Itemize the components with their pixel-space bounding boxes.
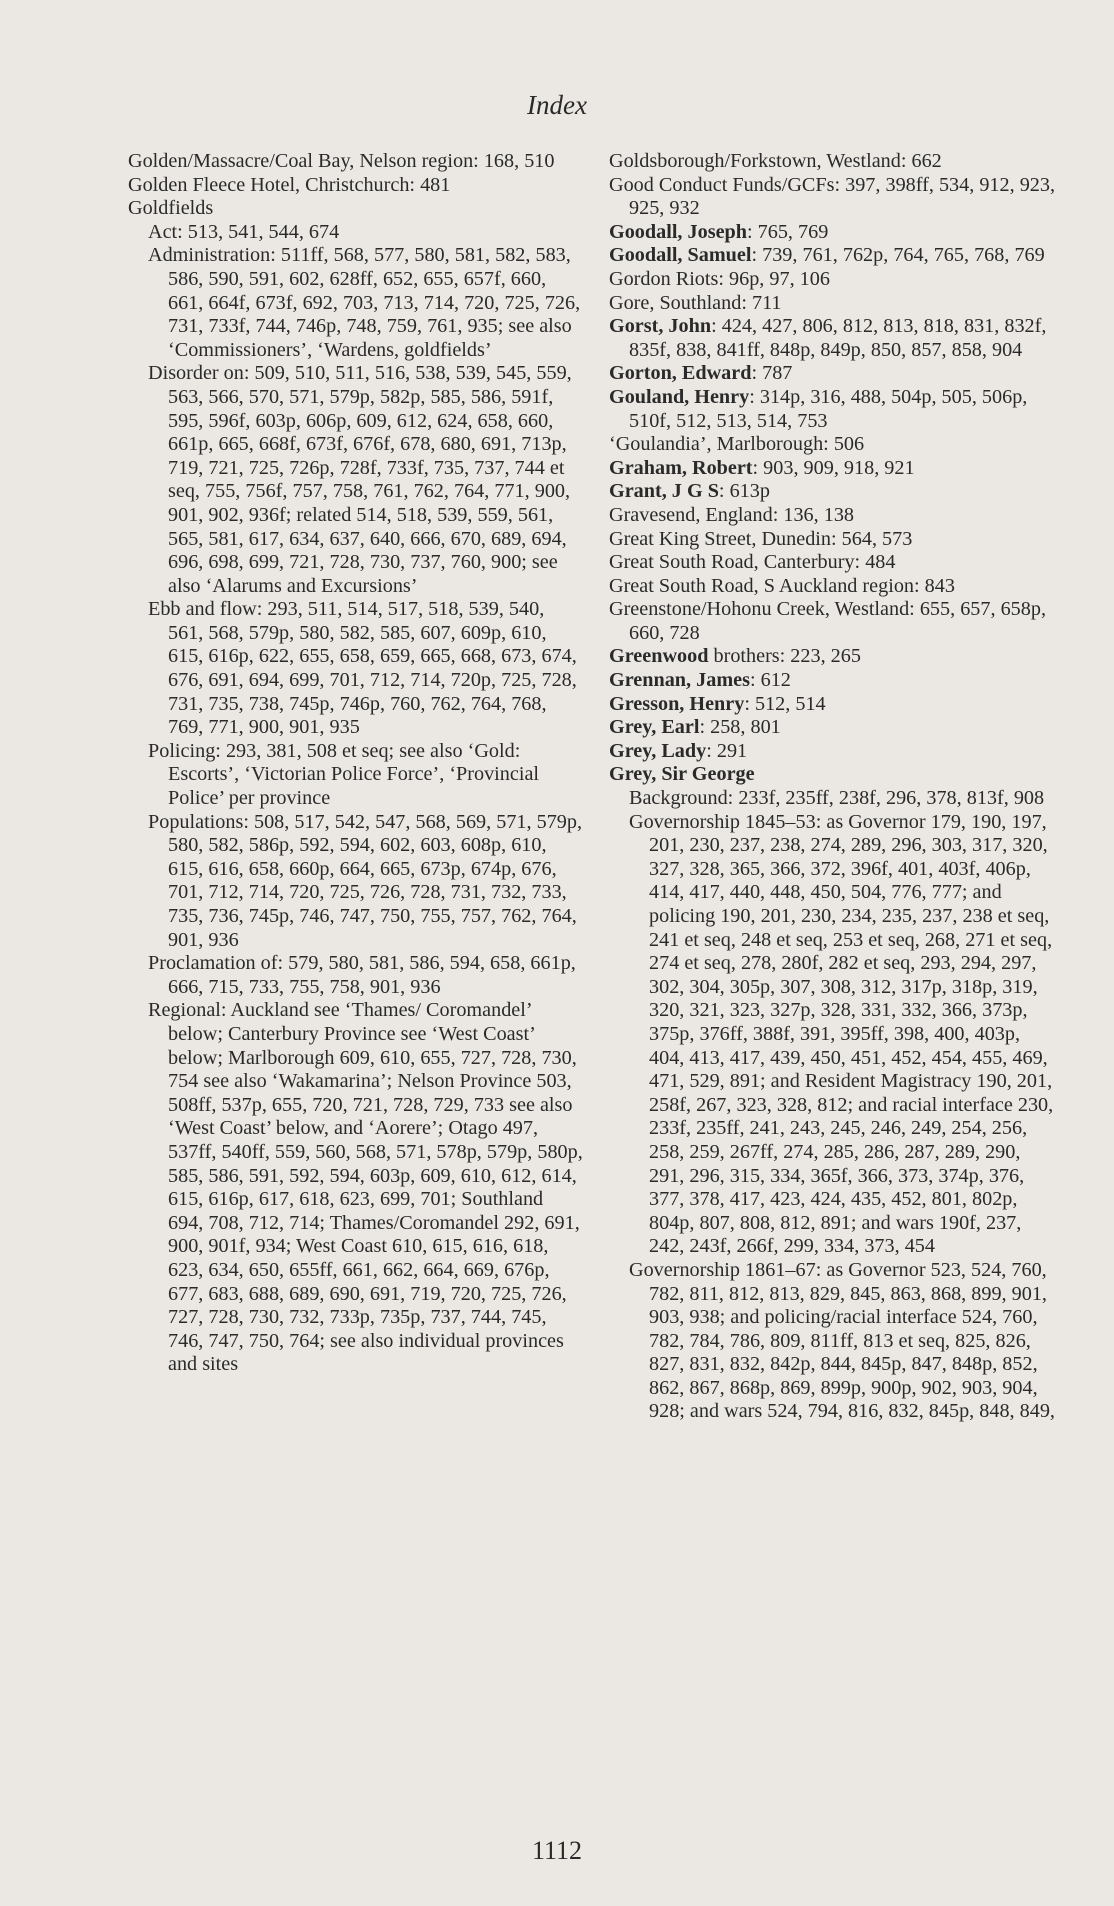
index-entry — [609, 268, 1059, 292]
index-subentry — [128, 221, 583, 245]
index-entry-text: Populations: 508, 517, 542, 547, 568, 569, 571, 579p, 580, 582, 586p, 592, 594, 602, 603, 608p, 610, 615, 616, 658, 660p, 664, 665, 673p, 674p, 676, 701, 712, 714, 720, 725, 726, 728, 731, 732, 733, 735, 736, 745p, 746, 747, 750, 755, 757, 762, 764, 901, 936 — [148, 810, 583, 951]
index-entry-text: Gravesend, England: 136, 138 — [609, 503, 855, 526]
index-entry-text: : 739, 761, 762p, 764, 765, 768, 769 — [751, 244, 1045, 267]
index-entry-text: : 314p, 316, 488, 504p, 505, 506p, 510f, 512, 513, 514, 753 — [629, 385, 1028, 432]
index-entry — [609, 528, 1059, 552]
index-entry-heading: Goodall, Samuel — [609, 244, 752, 267]
index-entry-text: Background: 233f, 235ff, 238f, 296, 378, 813f, 908 — [629, 787, 1045, 810]
index-entry — [609, 669, 1059, 693]
index-entry-text: Gore, Southland: 711 — [609, 291, 782, 314]
index-entry-text: Act: 513, 541, 544, 674 — [148, 220, 340, 243]
index-subentry — [128, 740, 583, 811]
index-entry — [609, 598, 1059, 645]
index-entry-heading: Gouland, Henry — [609, 385, 750, 408]
index-entry — [609, 575, 1059, 599]
index-entry-heading: Gorton, Edward — [609, 362, 752, 385]
index-entry-text: : 612 — [749, 669, 791, 692]
index-entry — [609, 551, 1059, 575]
index-entry — [609, 693, 1059, 717]
index-entry — [609, 386, 1059, 433]
index-entry — [609, 480, 1059, 504]
index-column-left — [128, 150, 583, 1377]
index-entry-text: Great South Road, Canterbury: 484 — [609, 551, 896, 574]
index-entry-text: Ebb and flow: 293, 511, 514, 517, 518, 539, 540, 561, 568, 579p, 580, 582, 585, 607, 609p, 610, 615, 616p, 622, 655, 658, 659, 665, 668, 673, 674, 676, 691, 694, 699, 701, 712, 714, 720p, 725, 728, 731, 735, 738, 745p, 746p, 760, 762, 764, 768, 769, 771, 900, 901, 935 — [148, 598, 577, 739]
index-column-right — [609, 150, 1059, 1424]
index-entry — [609, 244, 1059, 268]
index-entry — [128, 150, 583, 174]
index-entry-heading: Grey, Earl — [609, 716, 700, 739]
index-entry-text: Governorship 1861–67: as Governor 523, 524, 760, 782, 811, 812, 813, 829, 845, 863, 868, 899, 901, 903, 938; and policing/racial interface 524, 760, 782, 784, 786, 809, 811ff, 813 et seq, 825, 826, 827, 831, 832, 842p, 844, 845p, 847, 848p, 852, 862, 867, 868p, 869, 899p, 900p, 902, 903, 904, 928; and wars 524, 794, 816, 832, 845p, 848, 849, — [629, 1258, 1055, 1423]
index-entry-text: Proclamation of: 579, 580, 581, 586, 594, 658, 661p, 666, 715, 733, 755, 758, 901, 936 — [148, 952, 576, 998]
index-entry-text: Gordon Riots: 96p, 97, 106 — [609, 267, 830, 290]
index-entry — [609, 504, 1059, 528]
index-entry-heading: Grennan, James — [609, 669, 750, 692]
index-entry-text: : 765, 769 — [746, 220, 829, 243]
index-subentry — [128, 244, 583, 362]
index-entry — [609, 716, 1059, 740]
index-entry-heading: Grant, J G S — [609, 480, 719, 503]
index-entry-heading: Grey, Sir George — [609, 763, 755, 786]
index-entry-text: Great King Street, Dunedin: 564, 573 — [609, 527, 913, 550]
index-entry-text: Governorship 1845–53: as Governor 179, 190, 197, 201, 230, 237, 238, 274, 289, 296, 303, 317, 320, 327, 328, 365, 366, 372, 396f, 401, 403f, 406p, 414, 417, 440, 448, 450, 504, 776, 777; and policing 190, 201, 230, 234, 235, 237, 238 et seq, 241 et seq, 248 et seq, 253 et seq, 268, 271 et seq, 274 et seq, 278, 280f, 282 et seq, 293, 294, 297, 302, 304, 305p, 307, 308, 312, 317p, 318p, 319, 320, 321, 323, 327p, 328, 331, 332, 366, 373p, 375p, 376ff, 388f, 391, 395ff, 398, 400, 403p, 404, 413, 417, 439, 450, 451, 452, 454, 455, 469, 471, 529, 891; and Resident Magistracy 190, 201, 258f, 267, 323, 328, 812; and racial interface 230, 233f, 235ff, 241, 243, 245, 246, 249, 254, 256, 258, 259, 267ff, 274, 285, 286, 287, 289, 290, 291, 296, 315, 334, 365f, 366, 373, 374p, 376, 377, 378, 417, 423, 424, 435, 452, 801, 802p, 804p, 807, 808, 812, 891; and wars 190f, 237, 242, 243f, 266f, 299, 334, 373, 454 — [629, 810, 1054, 1258]
index-subentry — [128, 598, 583, 740]
index-entry-text: : 613p — [718, 480, 770, 503]
index-entry-text: brothers: 223, 265 — [708, 645, 861, 668]
page-header: Index — [527, 90, 587, 120]
index-entry-text: Greenstone/Hohonu Creek, Westland: 655, 657, 658p, 660, 728 — [609, 598, 1047, 644]
index-subentry — [128, 811, 583, 953]
index-entry — [609, 150, 1059, 174]
index-entry — [609, 433, 1059, 457]
index-entry-heading: Gorst, John — [609, 315, 712, 338]
index-entry-text: Golden Fleece Hotel, Christchurch: 481 — [128, 173, 451, 196]
index-entry-text: Goldsborough/Forkstown, Westland: 662 — [609, 150, 942, 172]
index-entry — [609, 645, 1059, 669]
index-entry — [609, 457, 1059, 481]
page-number: 1112 — [531, 1836, 583, 1865]
index-entry — [609, 362, 1059, 386]
index-entry — [609, 315, 1059, 362]
index-subentry — [609, 787, 1059, 811]
index-entry-text: : 424, 427, 806, 812, 813, 818, 831, 832f, 835f, 838, 841ff, 848p, 849p, 850, 857, 858, 904 — [629, 315, 1047, 361]
index-entry — [609, 174, 1059, 221]
index-entry-heading: Grey, Lady — [609, 739, 707, 762]
index-entry-heading: Gresson, Henry — [609, 692, 745, 715]
index-entry-text: Disorder on: 509, 510, 511, 516, 538, 539, 545, 559, 563, 566, 570, 571, 579p, 582p, 585, 586, 591f, 595, 596f, 603p, 606p, 609, 612, 624, 658, 660, 661p, 665, 668f, 673f, 676f, 678, 680, 691, 713p, 719, 721, 725, 726p, 728f, 733f, 735, 737, 744 et seq, 755, 756f, 757, 758, 761, 762, 764, 771, 900, 901, 902, 936f; related 514, 518, 539, 559, 561, 565, 581, 617, 634, 637, 640, 666, 670, 689, 694, 696, 698, 699, 721, 728, 730, 737, 760, 900; see also ‘Alarums and Excursions’ — [148, 362, 572, 597]
index-entry-text: Policing: 293, 381, 508 et seq; see also ‘Gold: Escorts’, ‘Victorian Police Force’, ‘Provincial Police’ per province — [148, 739, 540, 810]
index-entry-text: Administration: 511ff, 568, 577, 580, 581, 582, 583, 586, 590, 591, 602, 628ff, 652, 655, 657f, 660, 661, 664f, 673f, 692, 703, 713, 714, 720, 725, 726, 731, 733f, 744, 746p, 748, 759, 761, 935; see also ‘Commissioners’, ‘Wardens, goldfields’ — [148, 244, 581, 361]
index-subentry — [128, 362, 583, 598]
index-entry-text: : 291 — [706, 739, 748, 762]
index-entry-text: Great South Road, S Auckland region: 843 — [609, 574, 955, 597]
index-entry-text: : 512, 514 — [744, 692, 826, 715]
index-entry — [609, 740, 1059, 764]
index-entry-heading: Goodall, Joseph — [609, 220, 747, 243]
index-entry-text: Regional: Auckland see ‘Thames/ Coromandel’ below; Canterbury Province see ‘West Coast’ below; Marlborough 609, 610, 655, 727, 728, 730, 754 see also ‘Wakamarina’; Nelson Province 503, 508ff, 537p, 655, 720, 721, 728, 729, 733 see also ‘West Coast’ below, and ‘Aorere’; Otago 497, 537ff, 540ff, 559, 560, 568, 571, 578p, 579p, 580p, 585, 586, 591, 592, 594, 603p, 609, 610, 612, 614, 615, 616p, 617, 618, 623, 699, 701; Southland 694, 708, 712, 714; Thames/Coromandel 292, 691, 900, 901f, 934; West Coast 610, 615, 616, 618, 623, 634, 650, 655ff, 661, 662, 664, 669, 676p, 677, 683, 688, 689, 690, 691, 719, 720, 725, 726, 727, 728, 730, 732, 733p, 735p, 737, 744, 745, 746, 747, 750, 764; see also individual provinces and sites — [148, 999, 583, 1376]
index-entry-text: : 787 — [751, 362, 793, 385]
index-entry-heading: Graham, Robert — [609, 456, 753, 479]
index-entry-text: : 903, 909, 918, 921 — [752, 456, 915, 479]
index-entry — [128, 174, 583, 198]
index-entry-text: Goldfields — [128, 197, 214, 220]
index-entry — [609, 763, 1059, 787]
index-entry-heading: Greenwood — [609, 645, 709, 668]
index-entry-text: : 258, 801 — [699, 716, 781, 739]
index-subentry — [609, 1259, 1059, 1424]
index-entry-text: Good Conduct Funds/GCFs: 397, 398ff, 534, 912, 923, 925, 932 — [609, 173, 1056, 220]
index-subentry — [609, 811, 1059, 1259]
index-entry-text: ‘Goulandia’, Marlborough: 506 — [609, 433, 865, 456]
index-entry — [609, 221, 1059, 245]
index-subentry — [128, 952, 583, 999]
index-subentry — [128, 999, 583, 1377]
index-entry — [128, 197, 583, 221]
index-entry-text: Golden/Massacre/Coal Bay, Nelson region: 168, 510 — [128, 150, 555, 172]
index-entry — [609, 292, 1059, 316]
